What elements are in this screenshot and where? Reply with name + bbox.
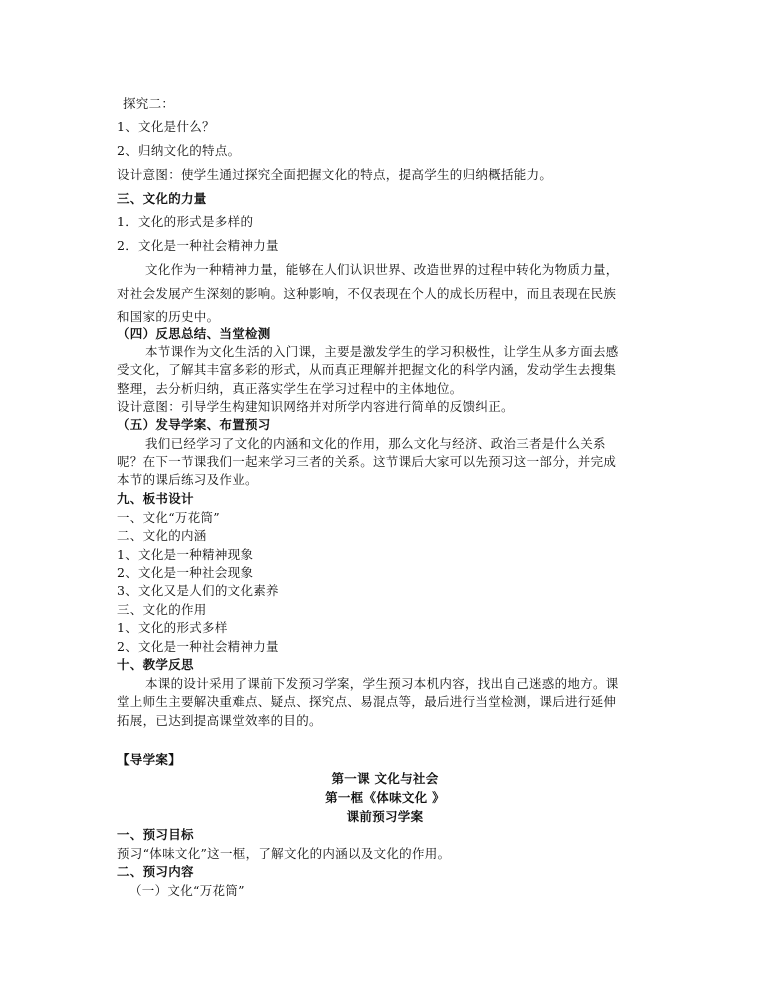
text-line-23: 1、文化是一种精神现象 <box>117 547 254 562</box>
text-line-15: 设计意图：引导学生构建知识网络并对所学内容进行简单的反馈纠正。 <box>117 399 514 414</box>
text-line-18: 呢？在下一节课我们一起来学习三者的关系。这节课后大家可以先预习这一部分，并完成 <box>117 454 617 469</box>
text-line-27: 1、文化的形式多样 <box>117 620 228 635</box>
text-line-24: 2、文化是一种社会现象 <box>117 565 254 580</box>
text-line-40: （一）文化“万花筒” <box>129 883 245 898</box>
text-line-22: 二、文化的内涵 <box>117 528 207 543</box>
text-line-35: 第一框《体味文化 》 <box>325 790 445 805</box>
text-line-4: 设计意图：使学生通过探究全面把握文化的特点，提高学生的归纳概括能力。 <box>117 167 553 182</box>
text-line-11: （四）反思总结、当堂检测 <box>117 326 271 341</box>
text-line-37: 一、预习目标 <box>117 827 194 842</box>
text-line-10: 和国家的历史中。 <box>117 309 220 324</box>
text-line-16: （五）发导学案、布置预习 <box>117 417 271 432</box>
text-line-6: 1．文化的形式是多样的 <box>117 214 254 229</box>
text-line-14: 整理，去分析归纳，真正落实学生在学习过程中的主体地位。 <box>117 381 463 396</box>
text-line-21: 一、文化“万花筒” <box>117 510 220 525</box>
text-line-28: 2、文化是一种社会精神力量 <box>117 639 279 654</box>
text-line-34: 第一课 文化与社会 <box>331 771 439 786</box>
text-line-5: 三、文化的力量 <box>117 191 207 206</box>
text-line-19: 本节的课后练习及作业。 <box>117 472 258 487</box>
text-line-17: 我们已经学习了文化的内涵和文化的作用，那么文化与经济、政治三者是什么关系 <box>145 436 606 451</box>
text-line-12: 本节课作为文化生活的入门课，主要是激发学生的学习积极性，让学生从多方面去感 <box>145 344 619 359</box>
text-line-1: 探究二： <box>123 96 175 111</box>
text-line-13: 受文化，了解其丰富多彩的形式，从而真正理解并把握文化的科学内涵，发动学生去搜集 <box>117 362 617 377</box>
text-line-39: 二、预习内容 <box>117 864 194 879</box>
text-line-26: 三、文化的作用 <box>117 602 207 617</box>
text-line-9: 对社会发展产生深刻的影响。这种影响，不仅表现在个人的成长历程中，而且表现在民族 <box>117 286 617 301</box>
text-line-33: 【导学案】 <box>117 752 182 767</box>
text-line-20: 九、板书设计 <box>117 491 194 506</box>
text-line-2: 1、文化是什么？ <box>117 119 215 134</box>
text-line-25: 3、文化又是人们的文化素养 <box>117 583 279 598</box>
text-line-3: 2、归纳文化的特点。 <box>117 143 241 158</box>
text-line-30: 本课的设计采用了课前下发预习学案，学生预习本机内容，找出自己迷惑的地方。课 <box>145 676 619 691</box>
text-line-31: 堂上师生主要解决重难点、疑点、探究点、易混点等，最后进行当堂检测，课后进行延伸 <box>117 694 617 709</box>
text-line-29: 十、教学反思 <box>117 657 194 672</box>
text-line-7: 2．文化是一种社会精神力量 <box>117 238 279 253</box>
text-line-36: 课前预习学案 <box>346 809 424 824</box>
text-line-32: 拓展，已达到提高课堂效率的目的。 <box>117 713 322 728</box>
text-line-8: 文化作为一种精神力量，能够在人们认识世界、改造世界的过程中转化为物质力量， <box>145 262 619 277</box>
text-line-38: 预习“体味文化”这一框，了解文化的内涵以及文化的作用。 <box>117 846 451 861</box>
